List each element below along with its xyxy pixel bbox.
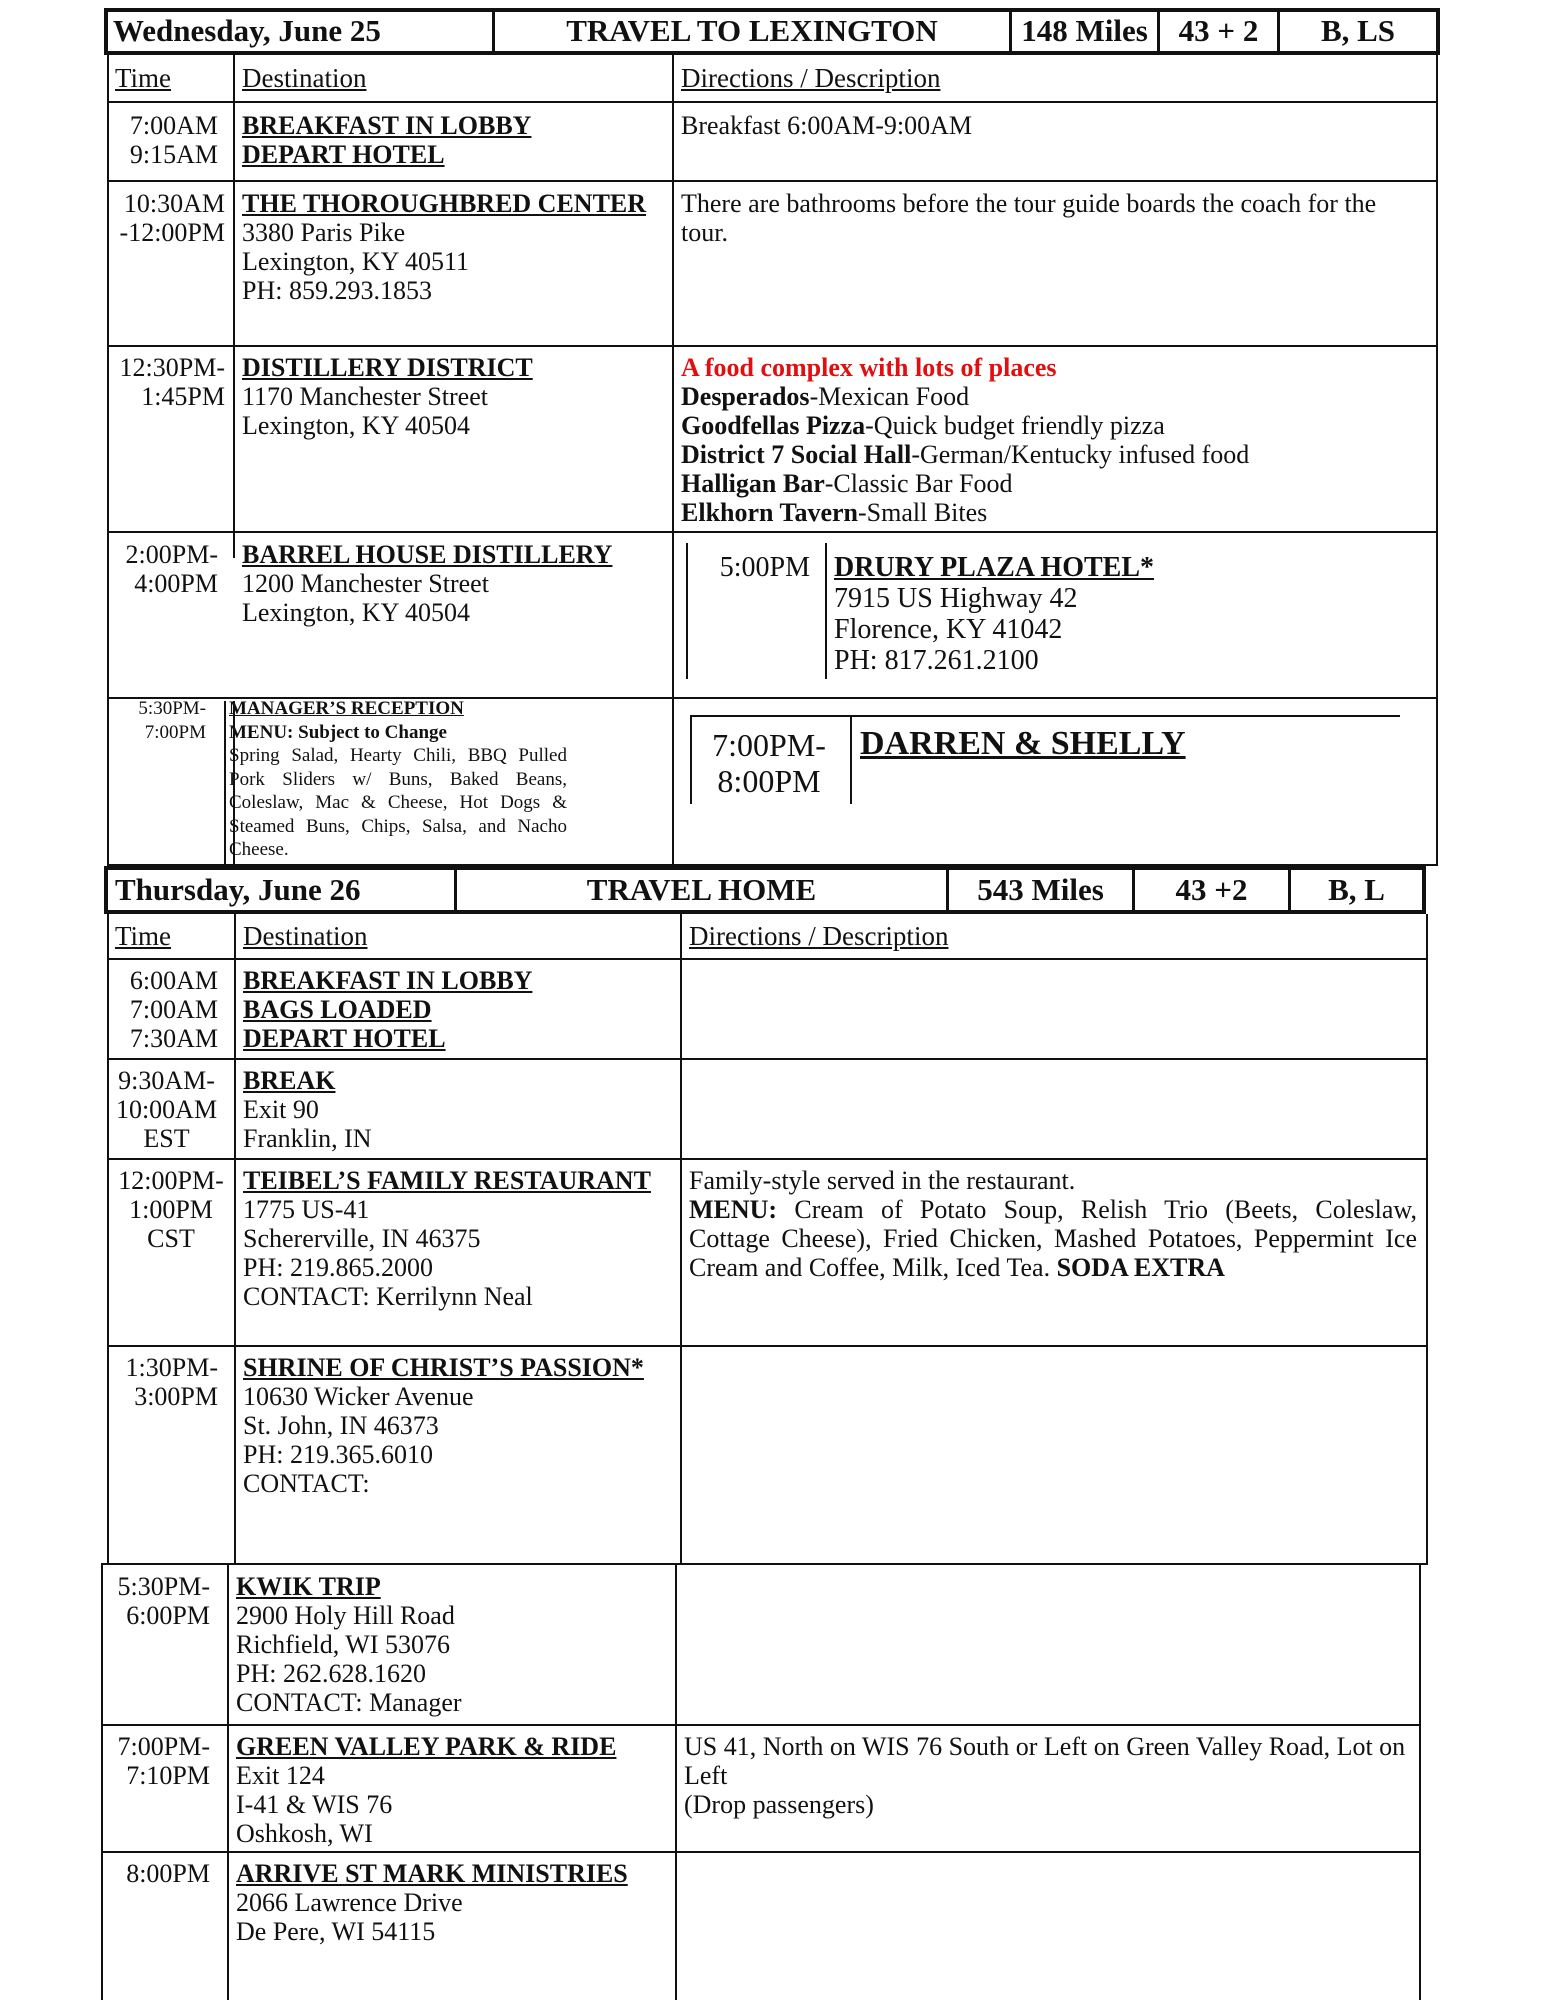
address-line: Lexington, KY 40504 <box>242 411 470 440</box>
address-line: 3380 Paris Pike <box>242 218 406 247</box>
table-row-destination <box>243 966 532 1053</box>
destination-name: BREAKFAST IN LOBBY <box>242 111 532 140</box>
list-item: Desperados-Mexican Food <box>681 382 970 411</box>
day2-col-description: Directions / Description <box>689 921 949 951</box>
day2-miles: 543 Miles <box>977 872 1104 907</box>
address-line: 1170 Manchester Street <box>242 382 488 411</box>
food-complex-title: A food complex with lots of places <box>681 353 1057 382</box>
row-description: Breakfast 6:00AM-9:00AM <box>681 111 973 140</box>
table-row-time: 9:30AM- 10:00AM EST <box>115 1066 218 1153</box>
address-line: Oshkosh, WI <box>236 1819 373 1848</box>
address-line: 1775 US-41 <box>243 1195 370 1224</box>
day1-travel: TRAVEL TO LEXINGTON <box>566 13 938 48</box>
day2-col-destination: Destination <box>243 921 368 951</box>
reception-title: MANAGER’S RECEPTION <box>229 698 464 719</box>
phone-line: PH: 817.261.2100 <box>834 645 1039 676</box>
destination-name: SHRINE OF CHRIST’S PASSION* <box>243 1353 644 1382</box>
day2-travel: TRAVEL HOME <box>586 872 817 907</box>
address-line: 2900 Holy Hill Road <box>236 1601 455 1630</box>
inset-time: 7:00PM- 8:00PM <box>712 727 826 799</box>
table-row-time: 12:00PM- 1:00PM CST <box>118 1166 224 1253</box>
destination-name: DEPART HOTEL <box>242 140 445 169</box>
row-description <box>684 1732 1409 1819</box>
menu-text: MENU: Cream of Potato Soup, Relish Trio (Beets, Coleslaw, Cottage Cheese), Fried Chicken, Mashed Potatoes, Peppermint Ice Cream and Coffee, Milk, Iced Tea. SODA EXTRA <box>689 1195 1417 1282</box>
destination-name: BREAK <box>243 1066 336 1095</box>
day2-col-time: Time <box>115 921 172 951</box>
day1-col-description: Directions / Description <box>681 63 941 93</box>
description-text: Family-style served in the restaurant. <box>689 1166 1076 1195</box>
table-row-time: 5:30PM- 6:00PM <box>117 1572 210 1630</box>
address-line: Exit 90 <box>243 1095 319 1124</box>
menu-text: Spring Salad, Hearty Chili, BBQ Pulled Pork Sliders w/ Buns, Baked Beans, Coleslaw, Mac & Cheese, Hot Dogs & Steamed Buns, Chips, Salsa, and Nacho Cheese. <box>229 745 567 860</box>
row-description <box>681 353 1249 527</box>
directions-note: (Drop passengers) <box>684 1790 874 1819</box>
table-row-time: 2:00PM- 4:00PM <box>125 540 218 598</box>
address-line: 7915 US Highway 42 <box>834 583 1078 614</box>
destination-name: DEPART HOTEL <box>243 1024 446 1053</box>
inset-destination <box>834 552 1154 676</box>
destination-name: BREAKFAST IN LOBBY <box>243 966 533 995</box>
row-description <box>689 1166 1417 1282</box>
hotel-name: DRURY PLAZA HOTEL* <box>834 552 1155 583</box>
contact-line: CONTACT: Kerrilynn Neal <box>243 1282 533 1311</box>
day1-meals: B, LS <box>1320 13 1396 48</box>
table-row-destination <box>242 540 612 627</box>
address-line: 1200 Manchester Street <box>242 569 489 598</box>
day1-date: Wednesday, June 25 <box>113 13 381 48</box>
table-row-destination <box>236 1859 628 1946</box>
address-line: De Pere, WI 54115 <box>236 1917 436 1946</box>
destination-name: GREEN VALLEY PARK & RIDE <box>236 1732 617 1761</box>
destination-name: BARREL HOUSE DISTILLERY <box>242 540 613 569</box>
list-item: Goodfellas Pizza-Quick budget friendly pizza <box>681 411 1165 440</box>
table-row-destination <box>243 1353 644 1498</box>
table-row-time: 8:00PM <box>126 1859 210 1888</box>
table-row-destination <box>236 1732 616 1848</box>
table-row-destination <box>243 1066 372 1153</box>
table-row-destination <box>229 697 567 862</box>
address-line: Franklin, IN <box>243 1124 372 1153</box>
performer-name: DARREN & SHELLY <box>860 725 1186 762</box>
table-row-destination <box>242 353 533 440</box>
table-row-time: 12:30PM- 1:45PM <box>119 353 225 411</box>
table-row-destination <box>242 111 531 169</box>
table-row-time: 6:00AM 7:00AM 7:30AM <box>129 966 218 1053</box>
table-row-time: 7:00AM 9:15AM <box>129 111 218 169</box>
table-row-time: 10:30AM -12:00PM <box>119 189 225 247</box>
contact-line: CONTACT: <box>243 1469 370 1498</box>
destination-name: KWIK TRIP <box>236 1572 381 1601</box>
day2-count: 43 +2 <box>1175 872 1248 907</box>
day1-col-time: Time <box>115 63 172 93</box>
table-row-time: 7:00PM- 7:10PM <box>117 1732 210 1790</box>
address-line: Schererville, IN 46375 <box>243 1224 481 1253</box>
list-item: Halligan Bar-Classic Bar Food <box>681 469 1013 498</box>
address-line: St. John, IN 46373 <box>243 1411 439 1440</box>
address-line: 2066 Lawrence Drive <box>236 1888 463 1917</box>
contact-line: CONTACT: Manager <box>236 1688 462 1717</box>
phone-line: PH: 219.865.2000 <box>243 1253 433 1282</box>
destination-name: BAGS LOADED <box>243 995 432 1024</box>
address-line: Lexington, KY 40511 <box>242 247 469 276</box>
day2-date: Thursday, June 26 <box>115 872 361 907</box>
address-line: Richfield, WI 53076 <box>236 1630 450 1659</box>
destination-name: TEIBEL’S FAMILY RESTAURANT <box>243 1166 651 1195</box>
destination-name: DISTILLERY DISTRICT <box>242 353 533 382</box>
phone-line: PH: 262.628.1620 <box>236 1659 426 1688</box>
table-row-destination <box>243 1166 651 1311</box>
address-line: Lexington, KY 40504 <box>242 598 470 627</box>
list-item: Elkhorn Tavern-Small Bites <box>681 498 988 527</box>
phone-line: PH: 219.365.6010 <box>243 1440 433 1469</box>
destination-name: THE THOROUGHBRED CENTER <box>242 189 647 218</box>
address-line: 10630 Wicker Avenue <box>243 1382 474 1411</box>
day1-miles: 148 Miles <box>1021 13 1148 48</box>
table-row-time: 1:30PM- 3:00PM <box>125 1353 218 1411</box>
inset-time: 5:00PM <box>719 552 810 583</box>
table-row-time: 5:30PM- 7:00PM <box>138 698 206 743</box>
day2-meals: B, L <box>1328 872 1385 907</box>
directions-text: US 41, North on WIS 76 South or Left on Green Valley Road, Lot on Left <box>684 1732 1406 1790</box>
address-line: Florence, KY 41042 <box>834 614 1063 645</box>
list-item: District 7 Social Hall-German/Kentucky infused food <box>681 440 1250 469</box>
destination-name: ARRIVE ST MARK MINISTRIES <box>236 1859 628 1888</box>
address-line: Exit 124 <box>236 1761 325 1790</box>
day1-col-destination: Destination <box>242 63 367 93</box>
menu-label: MENU: Subject to Change <box>229 721 447 743</box>
row-description: There are bathrooms before the tour guide boards the coach for the tour. <box>681 189 1377 247</box>
address-line: I-41 & WIS 76 <box>236 1790 393 1819</box>
table-row-destination <box>242 189 646 305</box>
day1-count: 43 + 2 <box>1178 13 1259 48</box>
table-row-destination <box>236 1572 462 1717</box>
phone-line: PH: 859.293.1853 <box>242 276 432 305</box>
